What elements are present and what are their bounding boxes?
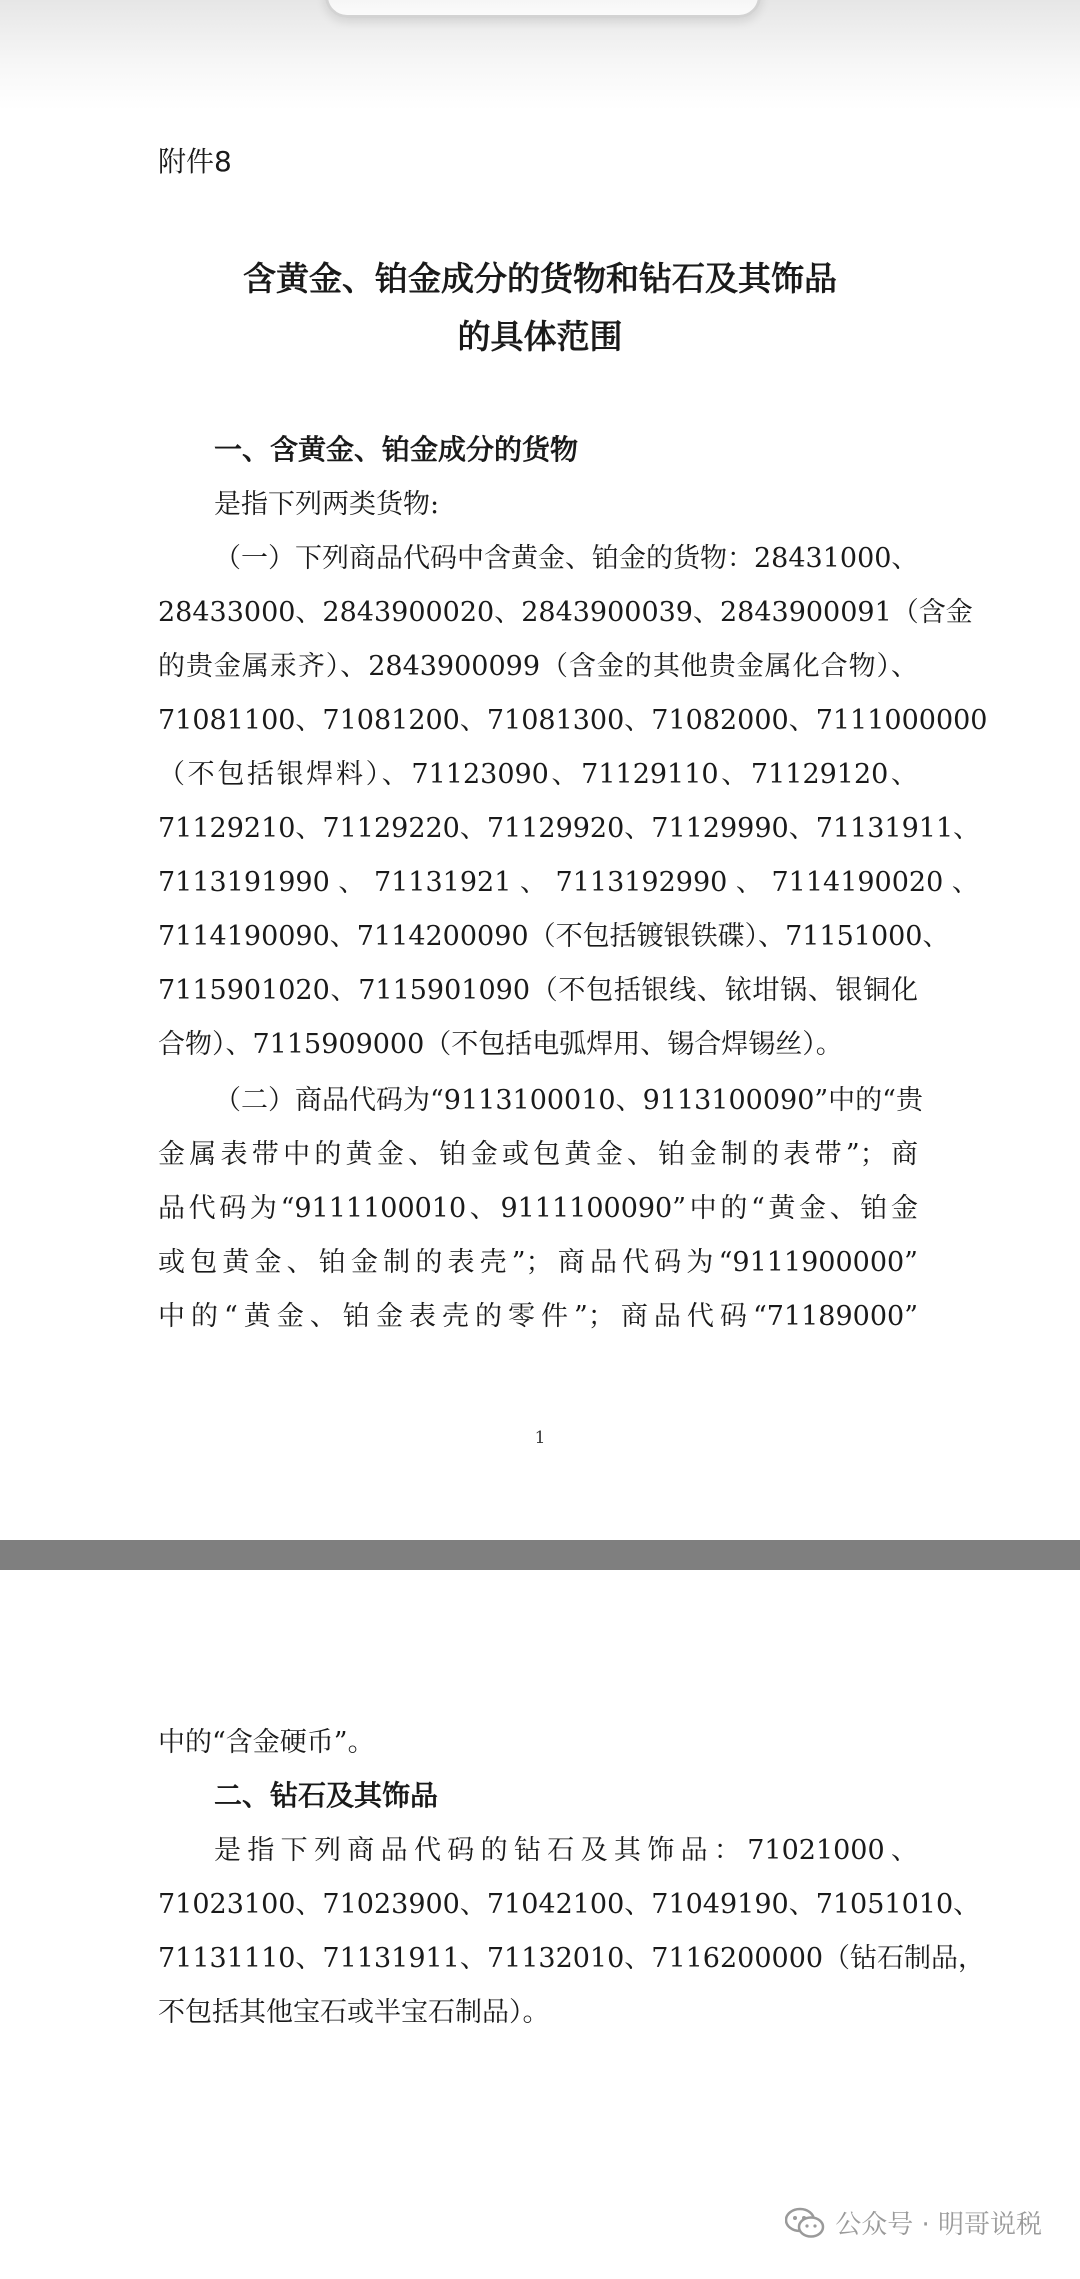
section-2-line: 不包括其他宝石或半宝石制品）。 <box>158 1997 550 2028</box>
section-1-intro: 是指下列两类货物: <box>214 489 440 520</box>
attachment-label: 附件8 <box>158 145 232 178</box>
item-1-line: 的贵金属汞齐）、2843900099（含金的其他贵金属化合物）、 <box>158 651 918 682</box>
item-1-line: 71129210、71129220、71129920、71129990、71131911、 <box>158 813 981 844</box>
watermark-text: 公众号 · 明哥说税 <box>835 2210 1042 2240</box>
title-line-1: 含黄金、铂金成分的货物和钻石及其饰品 <box>243 259 837 298</box>
section-2-line: 是指下列商品代码的钻石及其饰品：71021000、 <box>214 1835 918 1866</box>
section-2-heading: 二、钻石及其饰品 <box>214 1779 439 1812</box>
item-1-line: 合物）、7115909000（不包括电弧焊用、锡合焊锡丝）。 <box>158 1029 843 1060</box>
item-1-line: 28433000、2843900020、2843900039、2843900091（含金 <box>158 597 973 628</box>
document-page-2 <box>0 1570 1080 2279</box>
item-2-line: 金属表带中的黄金、铂金或包黄金、铂金制的表带”；商 <box>158 1139 918 1170</box>
item-1-line: （不包括银焊料）、71123090、71129110、71129120、 <box>158 759 918 790</box>
item-2-line: （二）商品代码为“9113100010、9113100090”中的“贵 <box>214 1085 923 1116</box>
section-1-heading: 一、含黄金、铂金成分的货物 <box>214 433 579 466</box>
title-line-2: 的具体范围 <box>457 317 623 356</box>
item-2-continuation: 中的“含金硬币”。 <box>158 1727 375 1758</box>
item-1-line: 71081100、71081200、71081300、71082000、7111000000 <box>158 705 988 736</box>
item-1-line: 7113191990 、 71131921 、 7113192990 、 7114190020 、 <box>158 867 979 898</box>
document-title <box>0 250 1080 366</box>
section-2-line: 71131110、71131911、71132010、7116200000（钻石制品， <box>158 1943 986 1974</box>
watermark <box>785 2204 1042 2241</box>
page-number: 1 <box>534 1428 546 1448</box>
item-1-line: 7115901020、7115901090（不包括银线、铱坩锅、银铜化 <box>158 975 918 1006</box>
item-2-line: 或包黄金、铂金制的表壳”；商品代码为“9111900000” <box>158 1247 918 1278</box>
top-bar-handle <box>325 0 761 18</box>
item-2-line: 中的“黄金、铂金表壳的零件”；商品代码“71189000” <box>158 1301 918 1332</box>
wechat-icon <box>785 2207 825 2239</box>
item-1-line: 7114190090、7114200090（不包括镀银铁碟）、71151000、 <box>158 921 950 952</box>
section-2-line: 71023100、71023900、71042100、71049190、71051010、 <box>158 1889 981 1920</box>
item-2-line: 品代码为“9111100010、9111100090”中的“黄金、铂金 <box>158 1193 918 1224</box>
item-1-line: （一）下列商品代码中含黄金、铂金的货物：28431000、 <box>214 543 919 574</box>
page-divider <box>0 1540 1080 1570</box>
